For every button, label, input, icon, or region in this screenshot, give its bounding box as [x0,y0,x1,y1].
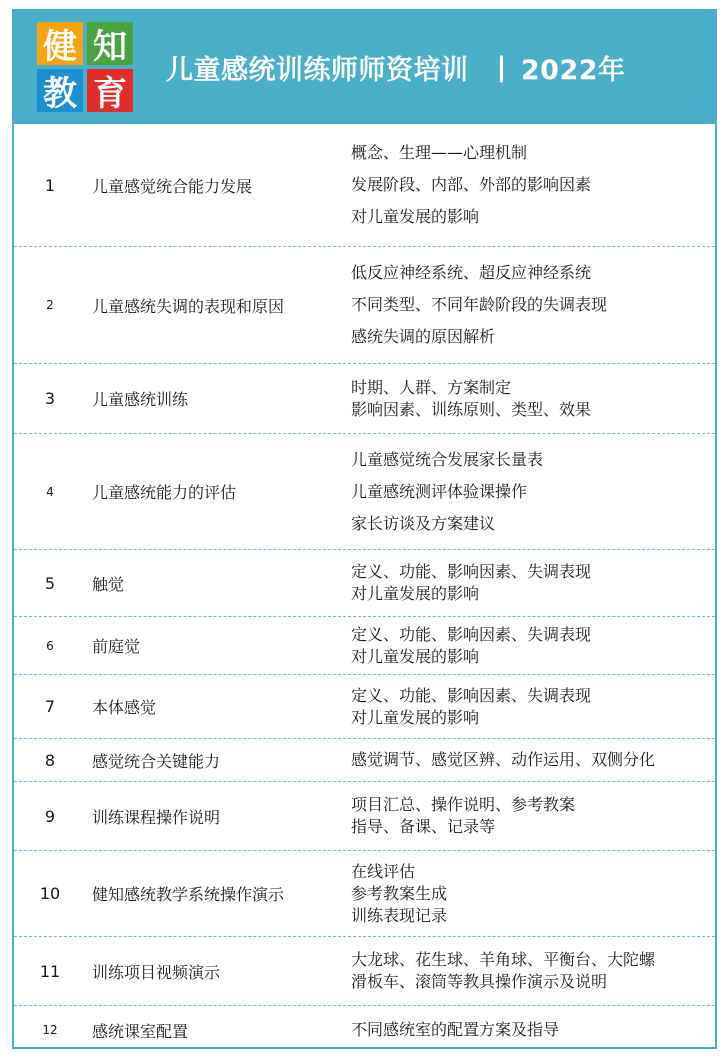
logo-char: 健 [37,22,83,65]
row-details [351,1006,711,1054]
table-row [14,675,715,739]
row-topic: 训练课程操作说明 [92,807,221,827]
row-topic: 感觉统合关键能力 [92,751,221,771]
detail-line: 指导、备课、记录等 [351,817,496,836]
detail-line: 定义、功能、影响因素、失调表现 [351,685,592,705]
detail-line: 不同感统室的配置方案及指导 [351,1020,560,1039]
title-separator: | [496,51,507,83]
row-details [351,851,711,936]
row-number: 2 [46,298,54,312]
row-details [351,247,711,363]
table-row [14,364,715,434]
row-number: 8 [44,750,56,770]
table-row [14,851,715,937]
logo-char: 育 [87,69,133,112]
detail-line: 项目汇总、操作说明、参考教案 [351,795,576,814]
row-topic: 健知感统教学系统操作演示 [92,885,285,904]
row-details [351,937,711,1005]
row-number: 10 [39,884,61,903]
detail-line: 感统失调的原因解析 [351,327,496,346]
row-details [351,550,711,616]
row-topic: 训练项目视频演示 [92,962,221,982]
table-row [14,782,715,851]
detail-line: 对儿童发展的影响 [351,207,480,226]
detail-line: 家长访谈及方案建议 [351,513,496,533]
detail-line: 对儿童发展的影响 [351,646,480,666]
row-details [351,739,711,781]
table-row [14,937,715,1006]
title-text: 儿童感统训练师师资培训 [166,54,469,86]
detail-line: 定义、功能、影响因素、失调表现 [351,562,592,581]
detail-line: 训练表现记录 [351,905,448,925]
row-details [351,617,711,674]
detail-line: 不同类型、不同年龄阶段的失调表现 [351,295,608,314]
detail-line: 发展阶段、内部、外部的影响因素 [351,175,592,194]
detail-line: 儿童感觉统合发展家长量表 [351,449,544,469]
table-row [14,124,715,247]
detail-line: 定义、功能、影响因素、失调表现 [351,624,592,644]
row-number: 12 [42,1023,58,1037]
course-table [12,9,717,1049]
row-number: 1 [44,175,56,195]
page-title [166,42,626,92]
row-number: 11 [39,961,61,981]
detail-line: 低反应神经系统、超反应神经系统 [351,263,592,282]
row-details [351,364,711,433]
row-details [351,782,711,850]
detail-line: 影响因素、训练原则、类型、效果 [351,399,592,419]
title-year: 2022年 [520,54,626,86]
detail-line: 感觉调节、感觉区辨、动作运用、双侧分化 [351,750,656,769]
detail-line: 对儿童发展的影响 [351,584,480,603]
logo-char: 知 [87,22,133,65]
table-row [14,434,715,550]
row-number: 6 [46,638,54,653]
logo-char: 教 [37,69,83,112]
brand-logo [37,22,133,112]
row-topic: 本体感觉 [92,698,157,717]
row-topic: 儿童感统失调的表现和原因 [92,296,285,316]
row-topic: 儿童感觉统合能力发展 [92,176,253,196]
table-row [14,550,715,617]
detail-line: 滑板车、滚筒等教具操作演示及说明 [351,972,608,991]
detail-line: 概念、生理——心理机制 [351,143,528,162]
detail-line: 在线评估 [351,861,416,881]
table-row [14,739,715,782]
row-details [351,675,711,738]
row-topic: 前庭觉 [92,637,141,656]
row-details [351,124,711,246]
row-topic: 触觉 [92,574,125,594]
row-topic: 感统课室配置 [92,1021,189,1041]
row-details [351,434,711,549]
table-row [14,617,715,675]
row-number: 9 [44,806,56,826]
detail-line: 大龙球、花生球、羊角球、平衡台、大陀螺 [351,950,656,969]
detail-line: 对儿童发展的影响 [351,707,480,727]
header-band [14,9,715,124]
row-topic: 儿童感统训练 [92,390,189,409]
row-number: 3 [44,389,56,408]
table-row [14,247,715,364]
row-number: 7 [44,697,56,716]
detail-line: 时期、人群、方案制定 [351,377,512,397]
row-number: 5 [44,573,56,593]
detail-line: 参考教案生成 [351,883,448,903]
row-number: 4 [46,484,54,499]
row-topic: 儿童感统能力的评估 [92,483,237,502]
table-row [14,1006,715,1054]
detail-line: 儿童感统测评体验课操作 [351,481,528,501]
